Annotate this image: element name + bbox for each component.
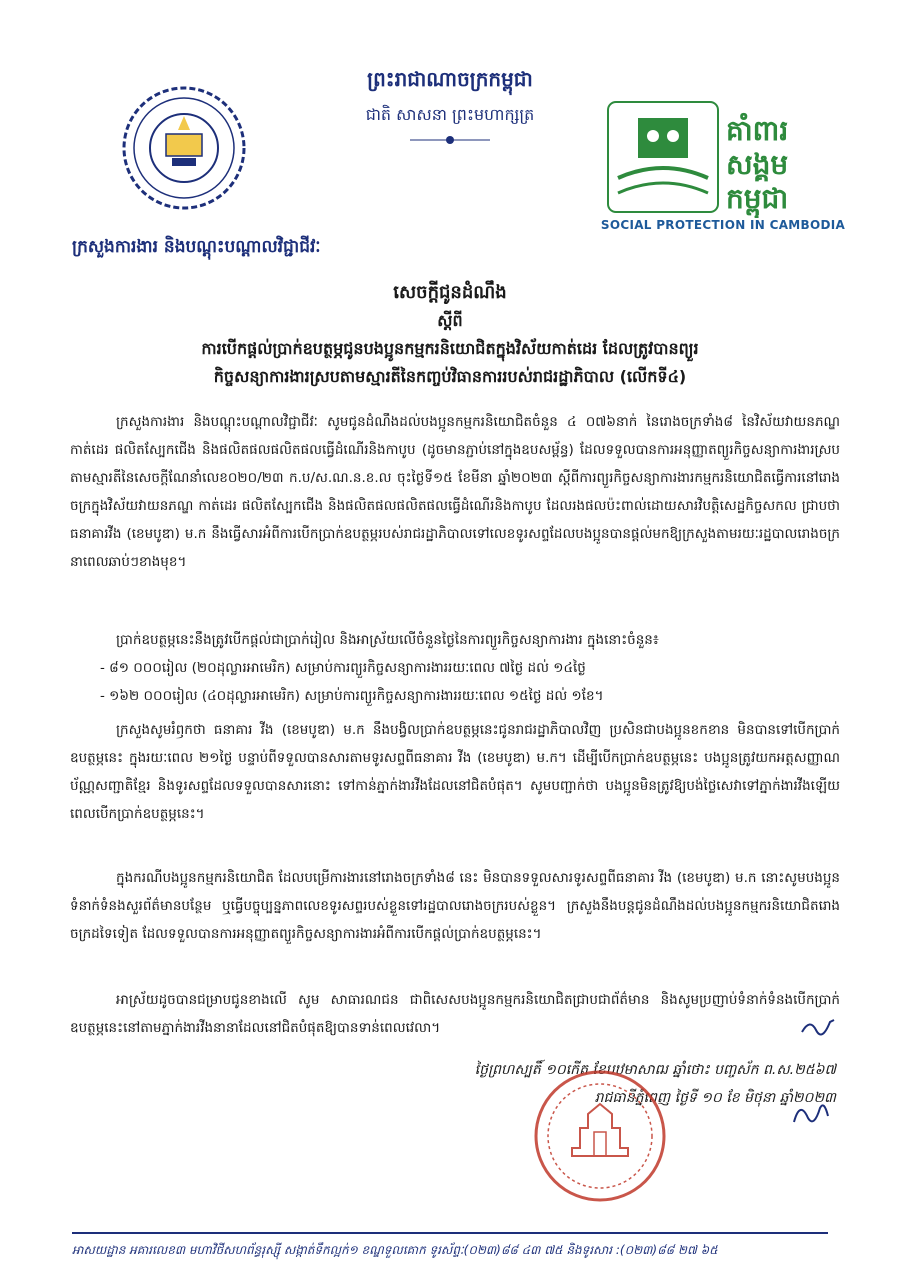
- sp-logo-text-3: កម្ពុជា: [726, 182, 789, 215]
- kingdom-header: ព្រះរាជាណាចក្រកម្ពុជា: [367, 67, 533, 91]
- ministry-name: ក្រសួងការងារ និងបណ្តុះបណ្តាលវិជ្ជាជីវៈ: [72, 237, 321, 257]
- body-paragraph-5: អាស្រ័យដូចបានជម្រាបជូនខាងលើ សូម សាធារណជន ជាពិសេសបងប្អូនកម្មករនិយោជិតជ្រាបជាព័ត៌មាន និងសូមប្រញាប់ទំនាក់ទំនងបើកប្រាក់ឧបត្ថម្ភនេះនៅតាមភ្នាក់ងារវីងនានាដែលនៅជិតបំផុតឱ្យបានទាន់ពេលវេលា។: [70, 992, 840, 1036]
- notice-subtitle: ស្តីពី: [437, 311, 463, 330]
- solar-date: រាជធានីភ្នំពេញ ថ្ងៃទី ១០ ខែ មិថុនា ឆ្នាំ២០២៣: [594, 1090, 836, 1106]
- footer-address: អាសយដ្ឋាន អគារលេខ៣ មហាវិថីសហព័ន្ធរុស្ស៊ី សង្កាត់ទឹកល្អក់១ ខណ្ឌទួលគោក ទូរស័ព្ទៈ(០២៣)៨៨ ៤៣ ៧៥ និងទូរសារ :(០២៣)៨៨ ២៧ ៦៥: [72, 1243, 718, 1257]
- lunar-date: ថ្ងៃព្រហស្បតិ៍ ១០កើត ខែបឋមាសាឍ ឆ្នាំថោះ បញ្ចស័ក ព.ស.២៥៦៧: [474, 1062, 836, 1078]
- notice-title: សេចក្តីជូនដំណឹង: [393, 282, 507, 303]
- body-paragraph-3: ក្រសួងសូមរំឭកថា ធនាគារ វីង (ខេមបូឌា) ម.ក នឹងបង្វិលប្រាក់ឧបត្ថម្ភនេះជូនរាជរដ្ឋាភិបាលវិញ ប្រសិនជាបងប្អូនខកខាន មិនបានទៅបើកប្រាក់ឧបត្ថម្ភនេះ ក្នុងរយៈពេល ២១ថ្ងៃ បន្ទាប់ពីទទួលបានសារតាមទូរសព្ទពីធនាគារ វីង (ខេមបូឌា) ម.ក។ ដើម្បីបើកប្រាក់ឧបត្ថម្ភនេះ បងប្អូនត្រូវយកអត្តសញ្ញាណប័ណ្ណសញ្ជាតិខ្មែរ និងទូរសព្ទដែលទទួលបានសារនោះ ទៅកាន់ភ្នាក់ងារវីងដែលនៅជិតបំផុត។ សូមបញ្ជាក់ថា បងប្អូនមិនត្រូវឱ្យបង់ថ្លៃសេវាទៅភ្នាក់ងារវីងឡើយពេលបើកប្រាក់ឧបត្ថម្ភនេះ។: [70, 722, 840, 822]
- notice-subject-line-1: ការបើកផ្តល់ប្រាក់ឧបត្ថម្ភជូនបងប្អូនកម្មករនិយោជិតក្នុងវិស័យកាត់ដេរ ដែលត្រូវបានព្យួរ: [201, 339, 699, 358]
- bullet-item-2: - ១៦២ ០០០រៀល (៤០ដុល្លារអាមេរិក) សម្រាប់ការព្យួរកិច្ចសន្យាការងាររយៈពេល ១៥ថ្ងៃ ដល់ ១ខែ។: [100, 688, 604, 704]
- sp-logo-text-2: សង្គម: [726, 148, 789, 181]
- notice-subject-line-2: កិច្ចសន្យាការងារស្របតាមស្មារតីនៃកញ្ចប់វិធានការរបស់រាជរដ្ឋាភិបាល (លើកទី៤): [213, 367, 687, 386]
- national-motto: ជាតិ សាសនា ព្រះមហាក្សត្រ: [365, 105, 535, 124]
- sp-caption: SOCIAL PROTECTION IN CAMBODIA: [600, 218, 846, 232]
- ministry-logo: [122, 86, 246, 210]
- signature: [790, 1096, 832, 1130]
- ornament-divider: [410, 134, 490, 146]
- body-paragraph-2: ប្រាក់ឧបត្ថម្ភនេះនឹងត្រូវបើកផ្តល់ជាប្រាក់រៀល និងអាស្រ័យលើចំនួនថ្ងៃនៃការព្យួរកិច្ចសន្យាការងារ ក្នុងនោះចំនួន៖: [116, 632, 659, 648]
- body-paragraph-4: ក្នុងករណីបងប្អូនកម្មករនិយោជិត ដែលបម្រើការងារនៅរោងចក្រទាំង៨ នេះ មិនបានទទួលសារទូរសព្ទពីធនាគារ វីង (ខេមបូឌា) ម.ក នោះសូមបងប្អូនទំនាក់ទំនងសួរព័ត៌មានបន្ថែម ឬធ្វើបច្ចុប្បន្នភាពលេខទូរសព្ទរបស់ខ្លួនទៅរដ្ឋបាលរោងចក្ររបស់ខ្លួន។ ក្រសួងនឹងបន្តជូនដំណឹងដល់បងប្អូនកម្មករនិយោជិតរោងចក្រដទៃទៀត ដែលទទួលបានការអនុញ្ញាតព្យួរកិច្ចសន្យាការងារអំពីការបើកផ្តល់ប្រាក់ឧបត្ថម្ភនេះ។: [70, 870, 840, 942]
- social-protection-logo: [598, 98, 848, 218]
- official-seal: [532, 1068, 668, 1204]
- bullet-item-1: - ៨១ ០០០រៀល (២០ដុល្លារអាមេរិក) សម្រាប់ការព្យួរកិច្ចសន្យាការងាររយៈពេល ៧ថ្ងៃ ដល់ ១៤ថ្ងៃ: [100, 660, 586, 676]
- footer-divider: [72, 1232, 828, 1234]
- sp-logo-text-1: គាំពារ: [726, 114, 789, 147]
- initial-signature: [800, 1016, 836, 1036]
- body-paragraph-1: ក្រសួងការងារ និងបណ្តុះបណ្តាលវិជ្ជាជីវៈ សូមជូនដំណឹងដល់បងប្អូនកម្មករនិយោជិតចំនួន ៤ ០៧៦នាក់ នៃរោងចក្រទាំង៨ នៃវិស័យវាយនភណ្ឌ កាត់ដេរ ផលិតស្បែកជើង និងផលិតផលផលិតផលធ្វើដំណើរនិងកាបូប (ដូចមានភ្ជាប់នៅក្នុងឧបសម្ព័ន្ធ) ដែលទទួលបានការអនុញ្ញាតព្យួរកិច្ចសន្យាការងារស្របតាមស្មារតីនៃសេចក្តីណែនាំលេខ០២០/២៣ ក.ប/ស.ណ.ន.ខ.ល ចុះថ្ងៃទី១៥ ខែមីនា ឆ្នាំ២០២៣ ស្តីពីការព្យួរកិច្ចសន្យាការងារកម្មករនិយោជិតធ្វើការនៅរោងចក្រក្នុងវិស័យវាយនភណ្ឌ កាត់ដេរ ផលិតស្បែកជើង និងផលិតផលផលិតផលធ្វើដំណើរនិងកាបូប ដែលរងផលប៉ះពាល់ដោយសារវិបត្តិសេដ្ឋកិច្ចសកល ជ្រាបថា ធនាគារវីង (ខេមបូឌា) ម.ក នឹងធ្វើសារអំពីការបើកប្រាក់ឧបត្ថម្ភរបស់រាជរដ្ឋាភិបាលទៅលេខទូរសព្ទដែលបងប្អូនបានផ្តល់មកឱ្យក្រសួងតាមរយៈរដ្ឋបាលរោងចក្រ នាពេលឆាប់ៗខាងមុខ។: [70, 414, 840, 570]
